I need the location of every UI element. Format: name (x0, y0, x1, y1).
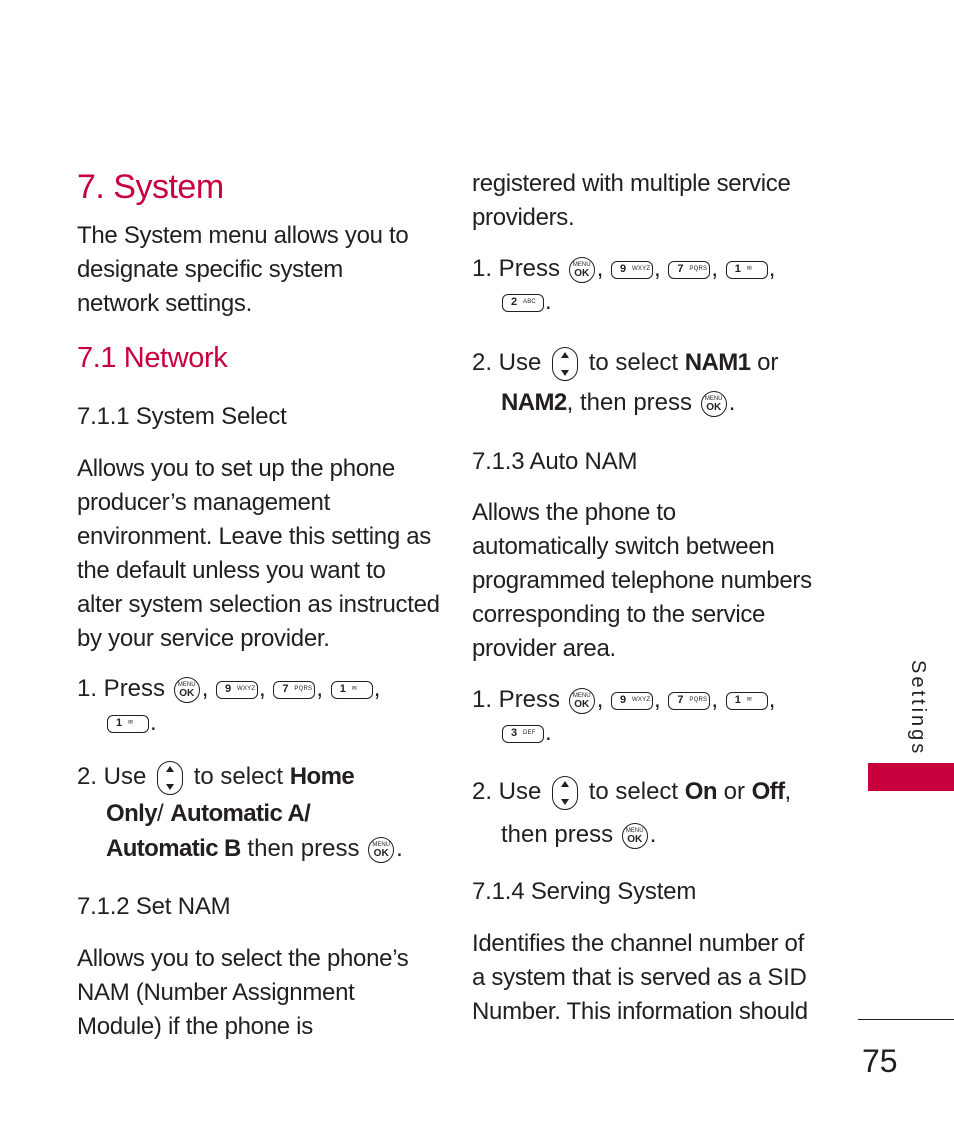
intro-line: The System menu allows you to (77, 222, 409, 249)
menu-ok-key-icon: MENU OK (622, 823, 648, 849)
key-1-icon: 1 ✉ (107, 715, 149, 733)
key-9-icon: 9 WXYZ (611, 261, 653, 279)
set-nam-paragraph (77, 942, 409, 1044)
intro-line: designate specific system (77, 256, 343, 283)
step-text: , then press (566, 389, 693, 416)
key-7-icon: 7 PQRS (668, 261, 710, 279)
sidebar-section-label: Settings (907, 660, 929, 757)
option-label: Only (106, 800, 157, 827)
menu-ok-key-icon: MENU OK (701, 391, 727, 417)
step-711-1-cont: 1 ✉ . (77, 706, 157, 740)
navigation-key-icon (552, 776, 578, 810)
key-1-icon: 1 ✉ (726, 692, 768, 710)
serving-system-paragraph (472, 927, 808, 1029)
body-line: automatically switch between (472, 533, 775, 560)
sidebar-accent-tab (868, 763, 954, 791)
step-label: 2. Use (77, 763, 147, 790)
step-text: or (723, 778, 745, 805)
continued-paragraph (472, 167, 791, 235)
body-line: Allows the phone to (472, 499, 676, 526)
body-line: programmed telephone numbers (472, 567, 812, 594)
body-line: provider area. (472, 635, 616, 662)
body-line: the default unless you want to (77, 557, 386, 584)
step-label: 1. Press (472, 255, 561, 282)
key-9-icon: 9 WXYZ (216, 681, 258, 699)
step-text: to select (588, 349, 679, 376)
body-line: environment. Leave this setting as (77, 523, 432, 550)
page-number: 75 (862, 1043, 898, 1079)
step-712-1: 1. Press MENU OK , 9 WXYZ , 7 PQRS , 1 ✉ , (472, 255, 776, 282)
system-select-paragraph (77, 452, 440, 656)
menu-ok-key-icon: MENU OK (368, 837, 394, 863)
step-712-1-cont: 2 ABC . (472, 285, 552, 319)
step-712-2-line2: NAM2, then press MENU OK . (501, 389, 736, 416)
step-text: then press (247, 835, 360, 862)
step-label: 1. Press (472, 686, 561, 713)
step-label: 2. Use (472, 778, 542, 805)
body-line: registered with multiple service (472, 170, 791, 197)
option-label: Home (289, 763, 355, 790)
step-713-1: 1. Press MENU OK , 9 WXYZ , 7 PQRS , 1 ✉ , (472, 686, 776, 713)
body-line: alter system selection as instructed (77, 591, 440, 618)
option-label: NAM2 (501, 389, 567, 416)
section-heading: 7.1 Network (77, 342, 228, 374)
step-text: to select (193, 763, 284, 790)
key-2-icon: 2 ABC (502, 294, 544, 312)
auto-nam-paragraph (472, 496, 812, 666)
intro-paragraph (77, 219, 408, 321)
body-line: Identifies the channel number of (472, 930, 804, 957)
subsection-heading-712: 7.1.2 Set NAM (77, 893, 231, 920)
subsection-heading-714: 7.1.4 Serving System (472, 878, 697, 905)
key-1-icon: 1 ✉ (331, 681, 373, 699)
body-line: Allows you to select the phone’s (77, 945, 409, 972)
step-711-1: 1. Press MENU OK , 9 WXYZ , 7 PQRS , 1 ✉ , (77, 675, 381, 702)
key-9-icon: 9 WXYZ (611, 692, 653, 710)
step-713-2: 2. Use to select On or Off, (472, 775, 791, 810)
option-label: On (684, 778, 717, 805)
step-label: 1. Press (77, 675, 166, 702)
key-7-icon: 7 PQRS (273, 681, 315, 699)
step-713-1-cont: 3 DEF . (472, 716, 552, 750)
body-line: providers. (472, 204, 575, 231)
body-line: by your service provider. (77, 625, 330, 652)
separator: / (156, 800, 164, 827)
menu-ok-key-icon: MENU OK (569, 688, 595, 714)
option-label: Off (751, 778, 785, 805)
body-line: Module) if the phone is (77, 1013, 313, 1040)
step-text: to select (588, 778, 679, 805)
step-713-2-line2: then press MENU OK . (501, 821, 657, 848)
body-line: corresponding to the service (472, 601, 766, 628)
intro-line: network settings. (77, 290, 252, 317)
key-3-icon: 3 DEF (502, 725, 544, 743)
menu-ok-key-icon: MENU OK (569, 257, 595, 283)
navigation-key-icon (157, 761, 183, 795)
option-label: Automatic B (106, 835, 241, 862)
key-1-icon: 1 ✉ (726, 261, 768, 279)
body-line: a system that is served as a SID (472, 964, 807, 991)
step-711-2-line2 (77, 797, 310, 831)
option-label: NAM1 (684, 349, 751, 376)
step-text: or (757, 349, 779, 376)
body-line: NAM (Number Assignment (77, 979, 355, 1006)
step-712-2 (472, 346, 778, 381)
body-line: Allows you to set up the phone (77, 455, 395, 482)
subsection-heading-713: 7.1.3 Auto NAM (472, 448, 638, 475)
step-text: then press (501, 821, 614, 848)
navigation-key-icon (552, 347, 578, 381)
step-711-2 (77, 760, 354, 795)
page-title: 7. System (77, 168, 224, 206)
option-label: Automatic A/ (170, 800, 311, 827)
subsection-heading-711: 7.1.1 System Select (77, 403, 287, 430)
step-label: 2. Use (472, 349, 542, 376)
key-7-icon: 7 PQRS (668, 692, 710, 710)
body-line: Number. This information should (472, 998, 808, 1025)
step-711-2-line3: Automatic B then press MENU OK . (106, 835, 403, 862)
footer-divider (858, 1019, 954, 1020)
menu-ok-key-icon: MENU OK (174, 677, 200, 703)
body-line: producer’s management (77, 489, 330, 516)
